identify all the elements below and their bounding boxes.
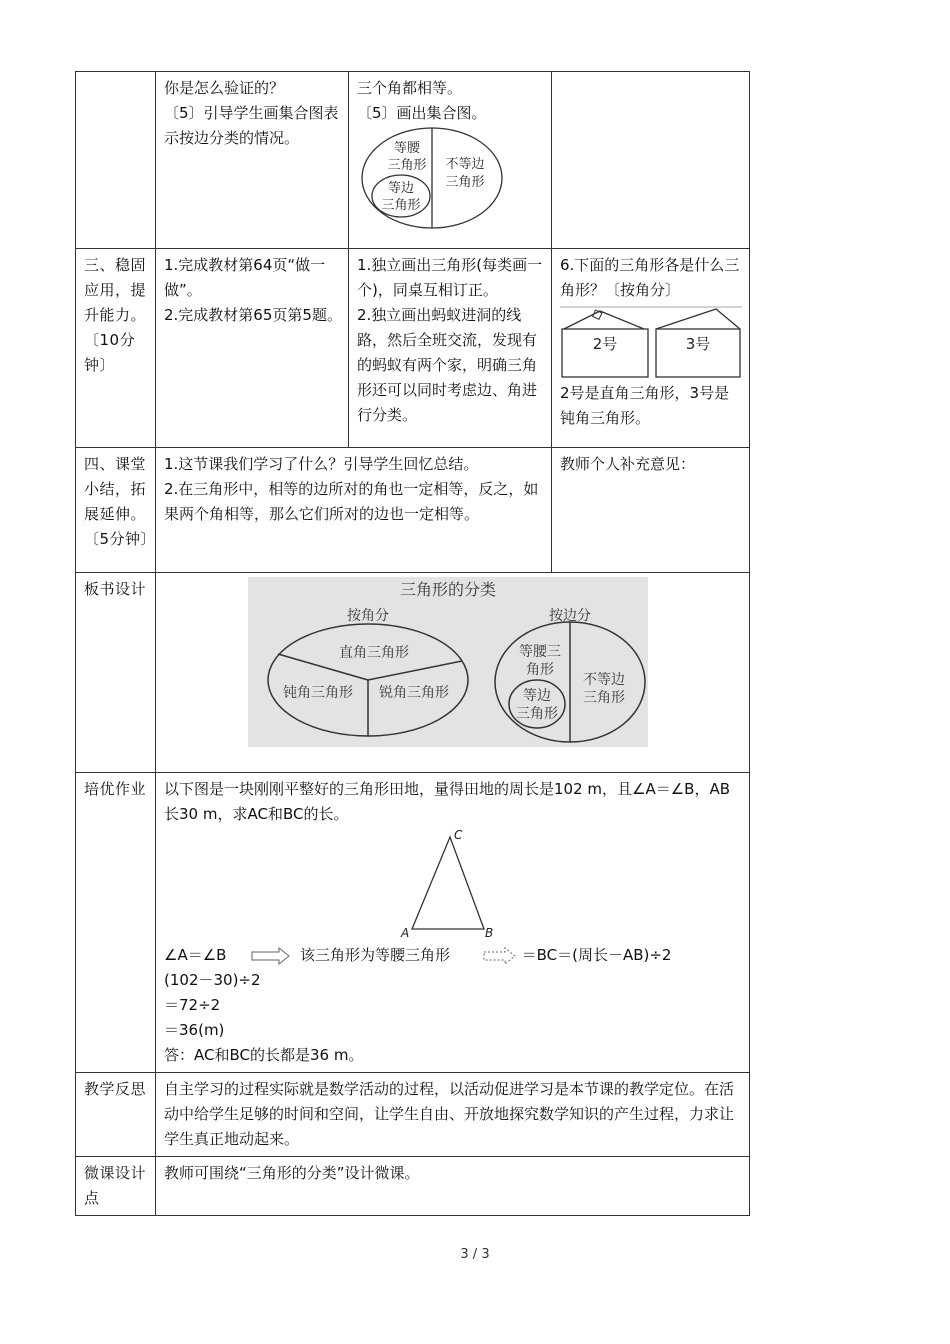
table-row xyxy=(76,1157,750,1216)
scalene-label-l1: 不等边 xyxy=(583,672,625,688)
venn-scalene-l2: 三角形 xyxy=(445,175,485,190)
vertex-a: A xyxy=(401,926,410,939)
homework-cell xyxy=(156,773,750,1073)
text-line: 〔5〕画出集合图。 xyxy=(357,104,487,122)
board-title: 三角形的分类 xyxy=(399,580,497,599)
conclusion: 该三角形为等腰三角形 xyxy=(300,946,451,964)
table-row xyxy=(76,773,750,1073)
equilateral-label-l1: 等边 xyxy=(523,688,551,704)
stage-cell: 微课设计点 xyxy=(76,1157,156,1216)
calc-step: ＝36(m) xyxy=(164,1021,225,1039)
table-row xyxy=(76,72,750,249)
text-line: 2.完成教材第65页第5题。 xyxy=(164,306,342,324)
vertex-b: B xyxy=(485,926,494,939)
calc-step: ＝72÷2 xyxy=(164,996,221,1014)
reflection-cell: 自主学习的过程实际就是数学活动的过程，以活动促进学习是本节课的教学定位。在活动中给学生足够的时间和空间，让学生自由、开放地探究数学知识的产生过程，力求让学生真正地动起来。 xyxy=(156,1073,750,1157)
board-design-figure xyxy=(248,577,648,747)
premise: ∠A＝∠B xyxy=(164,946,227,964)
formula-first-line xyxy=(164,943,743,968)
triangle-boxes-figure xyxy=(560,303,742,381)
stage-cell: 三、稳固应用，提升能力。〔10分钟〕 xyxy=(76,249,156,448)
box-label-3: 3号 xyxy=(685,335,711,353)
stage-cell: 培优作业 xyxy=(76,773,156,1073)
vertex-c: C xyxy=(454,829,463,842)
equilateral-label-l2: 三角形 xyxy=(516,706,558,722)
table-row xyxy=(76,448,750,573)
right-triangle-label: 直角三角形 xyxy=(339,645,409,661)
acute-triangle-label: 锐角三角形 xyxy=(379,685,449,701)
stage-cell: 板书设计 xyxy=(76,573,156,773)
venn-scalene-l1: 不等边 xyxy=(445,157,485,172)
student-activity-cell xyxy=(349,249,552,448)
venn-equilateral-l2: 三角形 xyxy=(381,198,421,213)
venn-isosceles-l1: 等腰 xyxy=(393,141,421,156)
problem-text: 以下图是一块刚刚平整好的三角形田地，量得田地的周长是102 m，且∠A＝∠B，AB长30 m，求AC和BC的长。 xyxy=(164,780,731,823)
design-intent-cell xyxy=(552,72,750,249)
exercise-question: 6.下面的三角形各是什么三角形？〔按角分〕 xyxy=(560,256,740,299)
formula-rhs: ＝BC＝(周长－AB)÷2 xyxy=(521,946,672,964)
table-row xyxy=(76,573,750,773)
arrow-icon xyxy=(251,947,291,965)
text-line: 你是怎么验证的？ xyxy=(164,79,285,97)
text-line: 1.独立画出三角形(每类画一个)，同桌互相订正。 xyxy=(357,256,543,299)
exercise-answer: 2号是直角三角形，3号是钝角三角形。 xyxy=(560,384,730,427)
text-line: 1.完成教材第64页“做一做”。 xyxy=(164,256,326,299)
answer-text: 答：AC和BC的长都是36 m。 xyxy=(164,1046,364,1064)
obtuse-triangle-label: 钝角三角形 xyxy=(283,685,353,701)
arrow-icon xyxy=(483,947,517,965)
text-line: 2.独立画出蚂蚁进洞的线路，然后全班交流，发现有的蚂蚁有两个家，明确三角形还可以同时考虑边、角进行分类。 xyxy=(357,306,538,424)
exercise-cell xyxy=(552,249,750,448)
stage-cell xyxy=(76,72,156,249)
by-side-label: 按边分 xyxy=(549,608,591,624)
isosceles-label-l2: 角形 xyxy=(526,662,554,678)
text-line: 三个角都相等。 xyxy=(357,79,463,97)
text-line: 1.这节课我们学习了什么？引导学生回忆总结。 xyxy=(164,455,479,473)
text-line: 2.在三角形中，相等的边所对的角也一定相等，反之，如果两个角相等，那么它们所对的边也一定相等。 xyxy=(164,480,539,523)
scalene-label-l2: 三角形 xyxy=(583,690,625,706)
venn-isosceles-l2: 三角形 xyxy=(387,158,427,173)
board-design-cell xyxy=(156,573,750,773)
isosceles-triangle-figure xyxy=(400,829,500,939)
text-line: 〔5〕引导学生画集合图表示按边分类的情况。 xyxy=(164,104,339,147)
by-angle-label: 按角分 xyxy=(347,608,389,624)
lesson-plan-table xyxy=(75,71,750,1216)
stage-cell: 教学反思 xyxy=(76,1073,156,1157)
student-activity-cell xyxy=(349,72,552,249)
venn-equilateral-l1: 等边 xyxy=(387,181,415,196)
teacher-activity-cell xyxy=(156,249,349,448)
table-row xyxy=(76,1073,750,1157)
box-label-2: 2号 xyxy=(592,335,618,353)
teacher-activity-cell xyxy=(156,72,349,249)
side-venn-diagram xyxy=(359,126,509,236)
isosceles-label-l1: 等腰三 xyxy=(519,644,561,660)
page-number: 3 / 3 xyxy=(460,1247,490,1262)
table-row xyxy=(76,249,750,448)
teacher-notes-cell: 教师个人补充意见： xyxy=(552,448,750,573)
calc-step: (102－30)÷2 xyxy=(164,971,261,989)
micro-lesson-cell: 教师可围绕“三角形的分类”设计微课。 xyxy=(156,1157,750,1216)
stage-cell: 四、课堂小结，拓展延伸。〔5分钟〕 xyxy=(76,448,156,573)
summary-cell xyxy=(156,448,552,573)
